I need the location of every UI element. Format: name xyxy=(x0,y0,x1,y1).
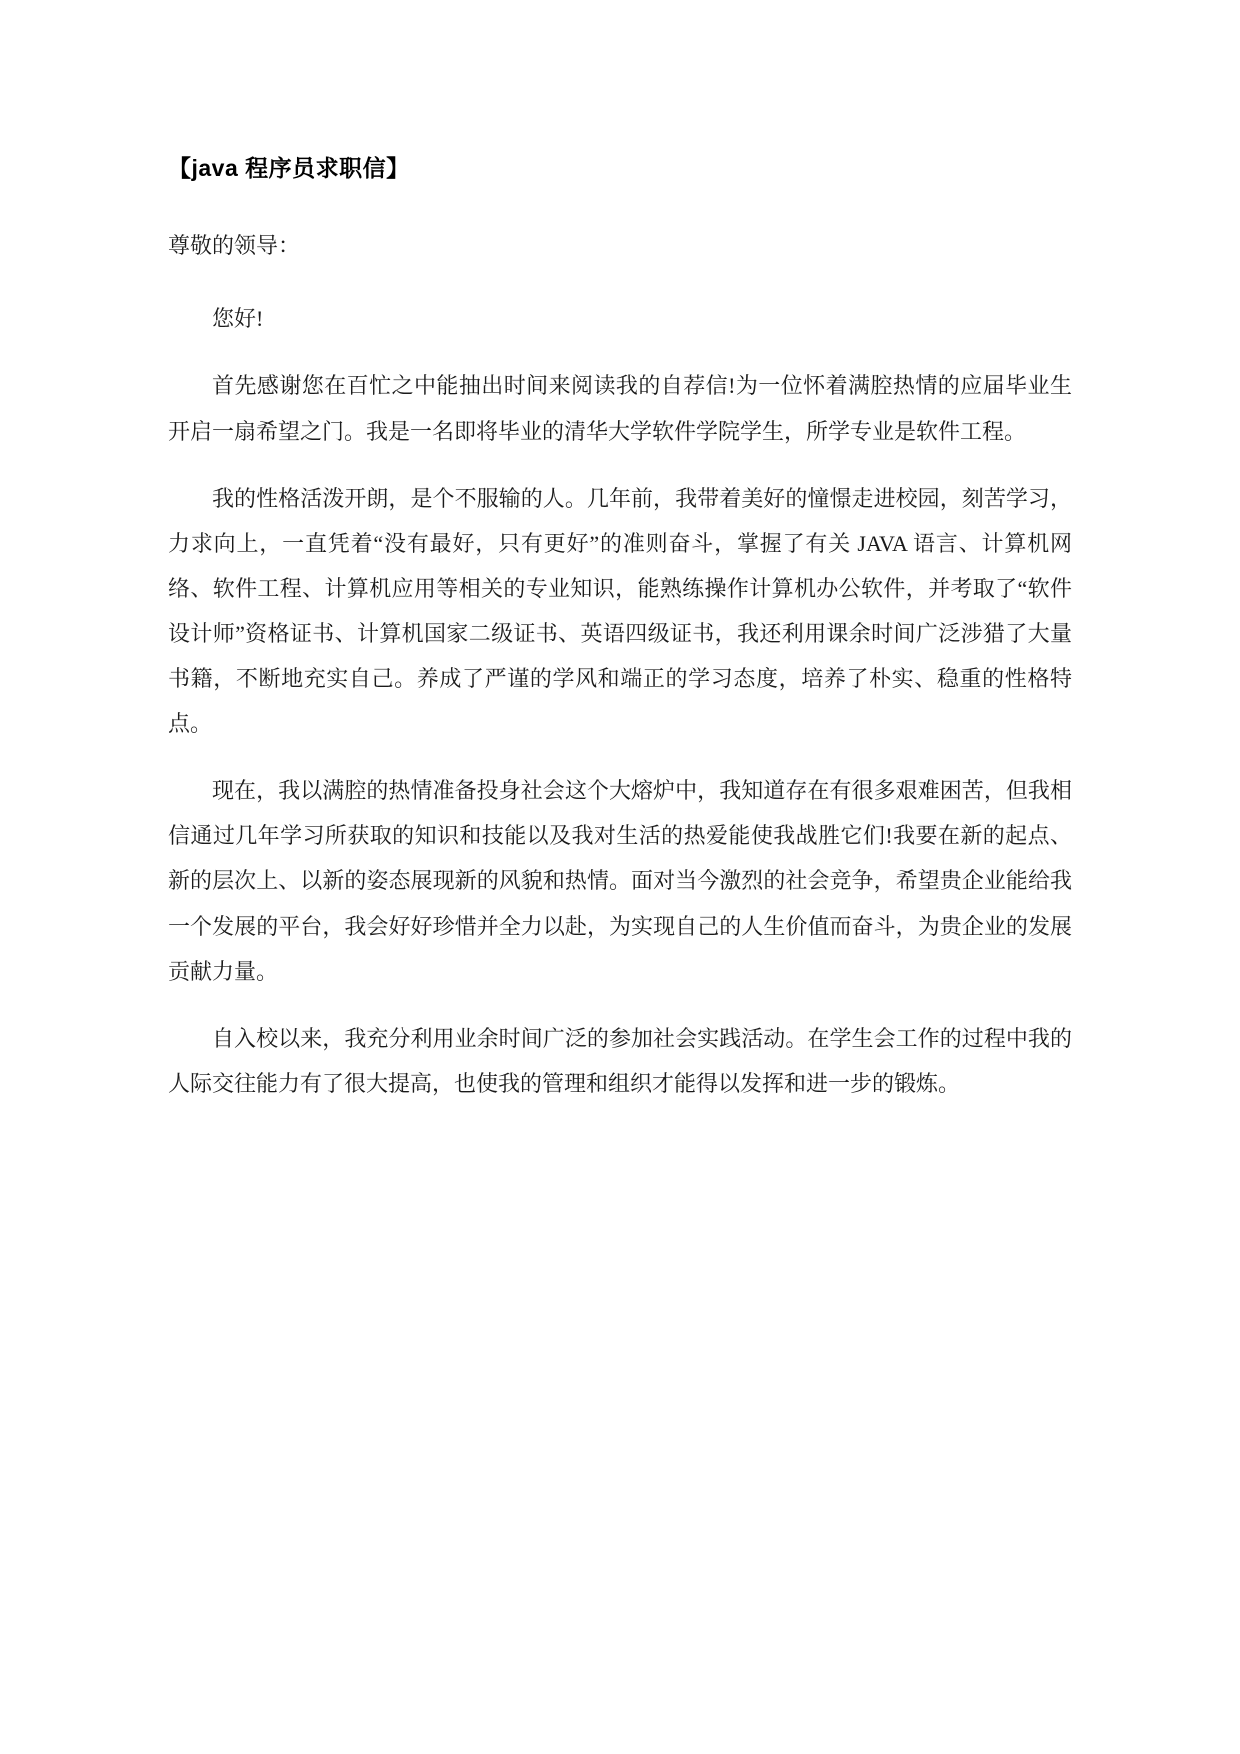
paragraph-experience: 自入校以来，我充分利用业余时间广泛的参加社会实践活动。在学生会工作的过程中我的人际交往能力有了很大提高，也使我的管理和组织才能得以发挥和进一步的锻炼。 xyxy=(168,1025,1072,1096)
paragraph-aspiration: 现在，我以满腔的热情准备投身社会这个大熔炉中，我知道存在有很多艰难困苦，但我相信通过几年学习所获取的知识和技能以及我对生活的热爱能使我战胜它们!我要在新的起点、新的层次上、以新的姿态展现新的风貌和热情。面对当今激烈的社会竞争，希望贵企业能给我一个发展的平台，我会好好珍惜并全力以赴，为实现自己的人生价值而奋斗，为贵企业的发展贡献力量。 xyxy=(168,778,1072,984)
salutation: 尊敬的领导： xyxy=(168,233,301,258)
paragraph-greeting: 您好! xyxy=(212,306,264,332)
page-title: 【java 程序员求职信】 xyxy=(168,155,410,181)
paragraph-intro: 首先感谢您在百忙之中能抽出时间来阅读我的自荐信!为一位怀着满腔热情的应届毕业生开启一扇希望之门。我是一名即将毕业的清华大学软件学院学生，所学专业是软件工程。 xyxy=(168,373,1072,444)
paragraph-personality: 我的性格活泼开朗，是个不服输的人。几年前，我带着美好的憧憬走进校园，刻苦学习，力求向上，一直凭着“没有最好，只有更好”的准则奋斗，掌握了有关 JAVA 语言、计算机网络、软件工程、计算机应用等相关的专业知识，能熟练操作计算机办公软件，并考取了“软件设计师”资格证书、计算机国家二级证书、英语四级证书，我还利用课余时间广泛涉猎了大量书籍，不断地充实自己。养成了严谨的学风和端正的学习态度，培养了朴实、稳重的性格特点。 xyxy=(168,485,1072,737)
